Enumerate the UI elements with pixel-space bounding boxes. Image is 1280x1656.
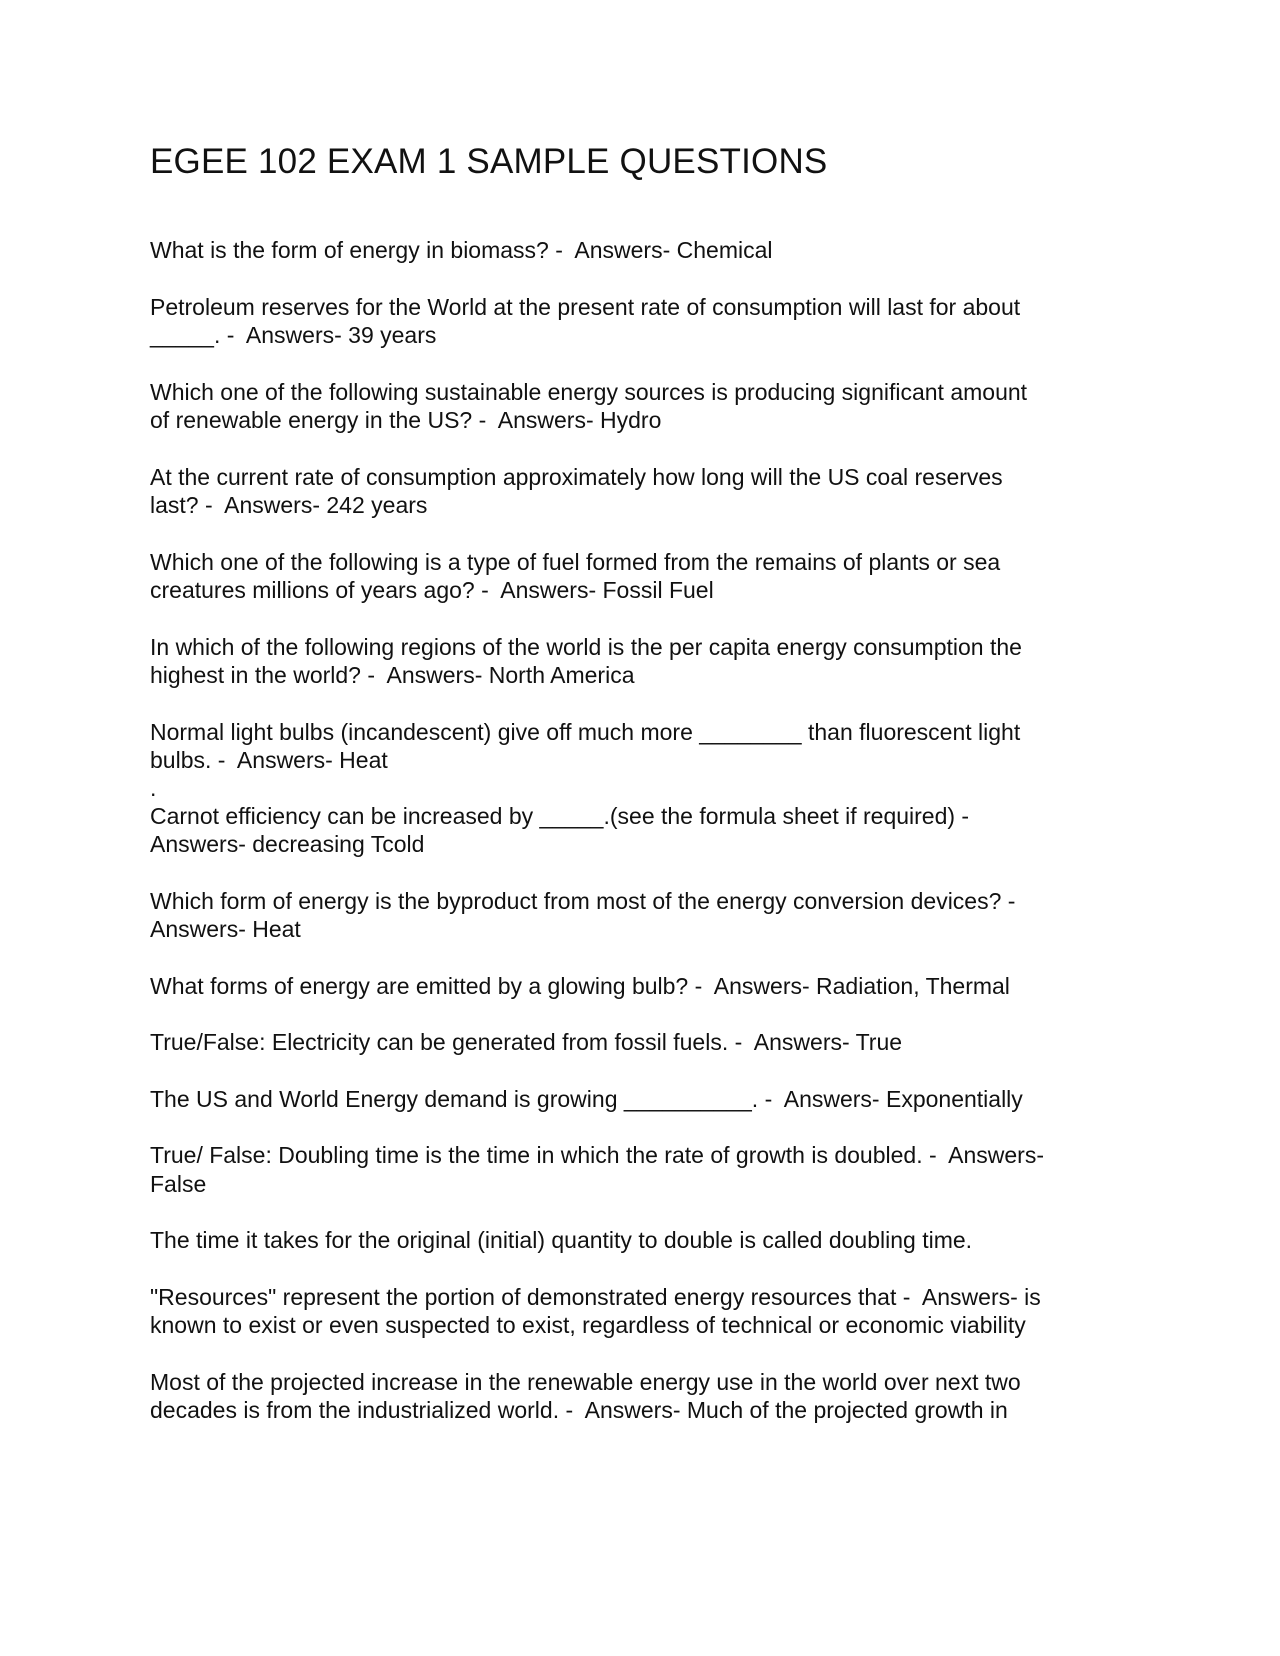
stray-period: . [150, 774, 157, 801]
qa-item-7: Normal light bulbs (incandescent) give off much more ________ than fluorescent light bulbs. - Answers- Heat [150, 718, 1021, 773]
document-page [150, 140, 1130, 1453]
qa-item-10: What forms of energy are emitted by a glowing bulb? - Answers- Radiation, Thermal [150, 972, 1010, 999]
qa-item-15: "Resources" represent the portion of demonstrated energy resources that - Answers- is known to exist or even suspected to exist, regardless of technical or economic viability [150, 1283, 1041, 1338]
qa-item-2: Petroleum reserves for the World at the present rate of consumption will last for about _____. - Answers- 39 years [150, 293, 1021, 348]
qa-item-16: Most of the projected increase in the renewable energy use in the world over next two decades is from the industrialized world. - Answers- Much of the projected growth in [150, 1368, 1021, 1423]
qa-item-9: Which form of energy is the byproduct from most of the energy conversion devices? - Answers- Heat [150, 887, 1016, 942]
qa-item-1: What is the form of energy in biomass? - Answers- Chemical [150, 237, 773, 263]
page-title: EGEE 102 EXAM 1 SAMPLE QUESTIONS [150, 142, 828, 181]
qa-item-8: Carnot efficiency can be increased by _____.(see the formula sheet if required) - Answers- decreasing Tcold [150, 802, 970, 857]
qa-item-4: At the current rate of consumption approximately how long will the US coal reserves last? - Answers- 242 years [150, 463, 1003, 518]
qa-item-14: The time it takes for the original (initial) quantity to double is called doubling time. [150, 1227, 973, 1253]
qa-item-5: Which one of the following is a type of fuel formed from the remains of plants or sea creatures millions of years ago? - Answers- Fossil Fuel [150, 548, 1001, 603]
qa-item-13: True/ False: Doubling time is the time in which the rate of growth is doubled. - Answers- False [150, 1142, 1044, 1197]
qa-item-11: True/False: Electricity can be generated from fossil fuels. - Answers- True [150, 1029, 903, 1055]
qa-item-12: The US and World Energy demand is growing __________. - Answers- Exponentially [150, 1085, 1023, 1112]
qa-item-6: In which of the following regions of the world is the per capita energy consumption the highest in the world? - Answers- North America [150, 633, 1022, 688]
qa-item-3: Which one of the following sustainable energy sources is producing significant amount of renewable energy in the US? - Answers- Hydro [150, 378, 1028, 433]
